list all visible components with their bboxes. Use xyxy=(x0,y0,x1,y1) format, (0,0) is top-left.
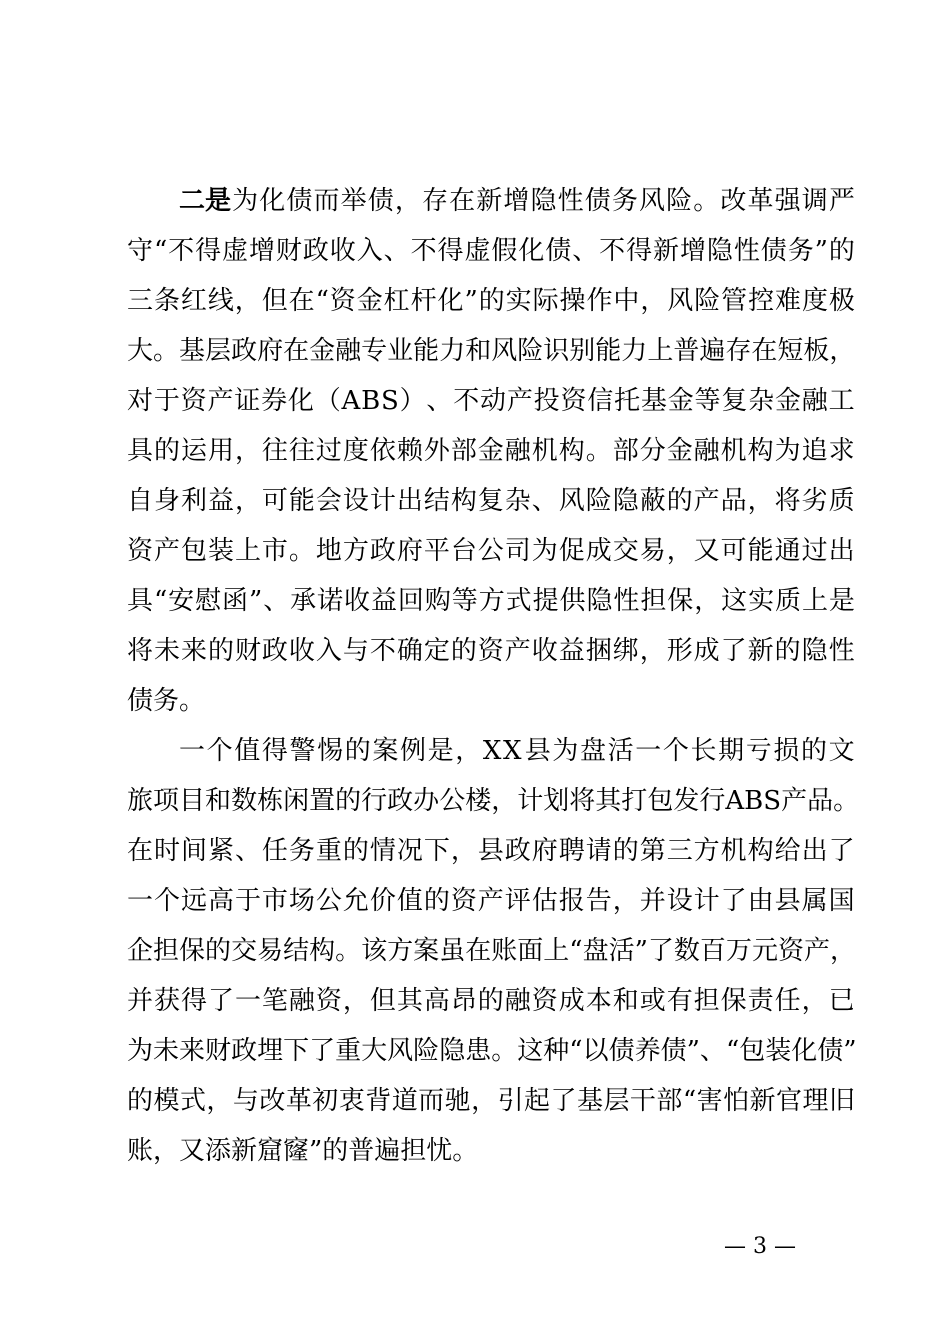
paragraph-1-line-2: 守 “ 不 得 虚 增 财 政 收 入 、 不 得 虚 假 化 债 、 不 得 新 增 隐 性 债 务 ” 的 xyxy=(127,236,855,266)
paragraph-2-line-1: 一 个 值 得 警 惕 的 案 例 是 ， X X 县 为 盘 活 一 个 长 期 亏 损 的 文 xyxy=(179,736,855,766)
paragraph-1-line-6: 具 的 运 用 ， 往 往 过 度 依 赖 外 部 金 融 机 构 。 部 分 金 融 机 构 为 追 求 xyxy=(127,436,855,466)
paragraph-2-line-9: 账，又添新窟窿”的普遍担忧。 xyxy=(127,1136,479,1166)
paragraph-1 xyxy=(127,226,855,726)
paragraph-1-line-3: 三 条 红 线 ， 但 在 “ 资 金 杠 杆 化 ” 的 实 际 操 作 中 ， 风 险 管 控 难 度 极 xyxy=(127,286,855,316)
paragraph-2-line-7: 为 未 来 财 政 埋 下 了 重 大 风 险 隐 患 。 这 种 “ 以 债 养 债 ” 、 “ 包 装 化 债 ” xyxy=(127,1036,857,1066)
paragraph-2-line-2: 旅 项 目 和 数 栋 闲 置 的 行 政 办 公 楼 ， 计 划 将 其 打 包 发 行 A B S 产 品 。 xyxy=(127,786,860,816)
paragraph-2-line-6: 并 获 得 了 一 笔 融 资 ， 但 其 高 昂 的 融 资 成 本 和 或 有 担 保 责 任 ， 已 xyxy=(127,986,855,1016)
paragraph-2-line-4: 一 个 远 高 于 市 场 公 允 价 值 的 资 产 评 估 报 告 ， 并 设 计 了 由 县 属 国 xyxy=(127,886,855,916)
paragraph-1-line-5: 对 于 资 产 证 券 化 （ A B S ） 、 不 动 产 投 资 信 托 基 金 等 复 杂 金 融 工 xyxy=(127,386,855,416)
paragraph-1-line-7: 自 身 利 益 ， 可 能 会 设 计 出 结 构 复 杂 、 风 险 隐 蔽 的 产 品 ， 将 劣 质 xyxy=(127,486,855,516)
paragraph-2-line-5: 企 担 保 的 交 易 结 构 。 该 方 案 虽 在 账 面 上 “ 盘 活 ” 了 数 百 万 元 资 产 ， xyxy=(127,936,857,966)
paragraph-2-line-8: 的 模 式 ， 与 改 革 初 衷 背 道 而 驰 ， 引 起 了 基 层 干 部 “ 害 怕 新 官 理 旧 xyxy=(127,1086,855,1116)
page-number: — 3 — xyxy=(724,1234,796,1259)
paragraph-1-line-1: 二是 为 化 债 而 举 债 ， 存 在 新 增 隐 性 债 务 风 险 。 改 革 强 调 严 xyxy=(127,176,855,226)
paragraph-1-line-9: 具 “ 安 慰 函 ” 、 承 诺 收 益 回 购 等 方 式 提 供 隐 性 担 保 ， 这 实 质 上 是 xyxy=(127,586,855,616)
paragraph-1-line-8: 资 产 包 装 上 市 。 地 方 政 府 平 台 公 司 为 促 成 交 易 ， 又 可 能 通 过 出 xyxy=(127,536,855,566)
paragraph-1-line-10: 将 未 来 的 财 政 收 入 与 不 确 定 的 资 产 收 益 捆 绑 ， 形 成 了 新 的 隐 性 xyxy=(127,636,855,666)
paragraph-2-line-3: 在 时 间 紧 、 任 务 重 的 情 况 下 ， 县 政 府 聘 请 的 第 三 方 机 构 给 出 了 xyxy=(127,836,855,866)
paragraph-1-line-11: 债务。 xyxy=(127,686,206,716)
paragraph-1-lead: 二是 xyxy=(179,186,232,216)
paragraph-1-line-4: 大 。 基 层 政 府 在 金 融 专 业 能 力 和 风 险 识 别 能 力 上 普 遍 存 在 短 板 ， xyxy=(127,336,856,366)
body-text xyxy=(127,176,860,1176)
paragraph-2 xyxy=(127,726,860,1176)
